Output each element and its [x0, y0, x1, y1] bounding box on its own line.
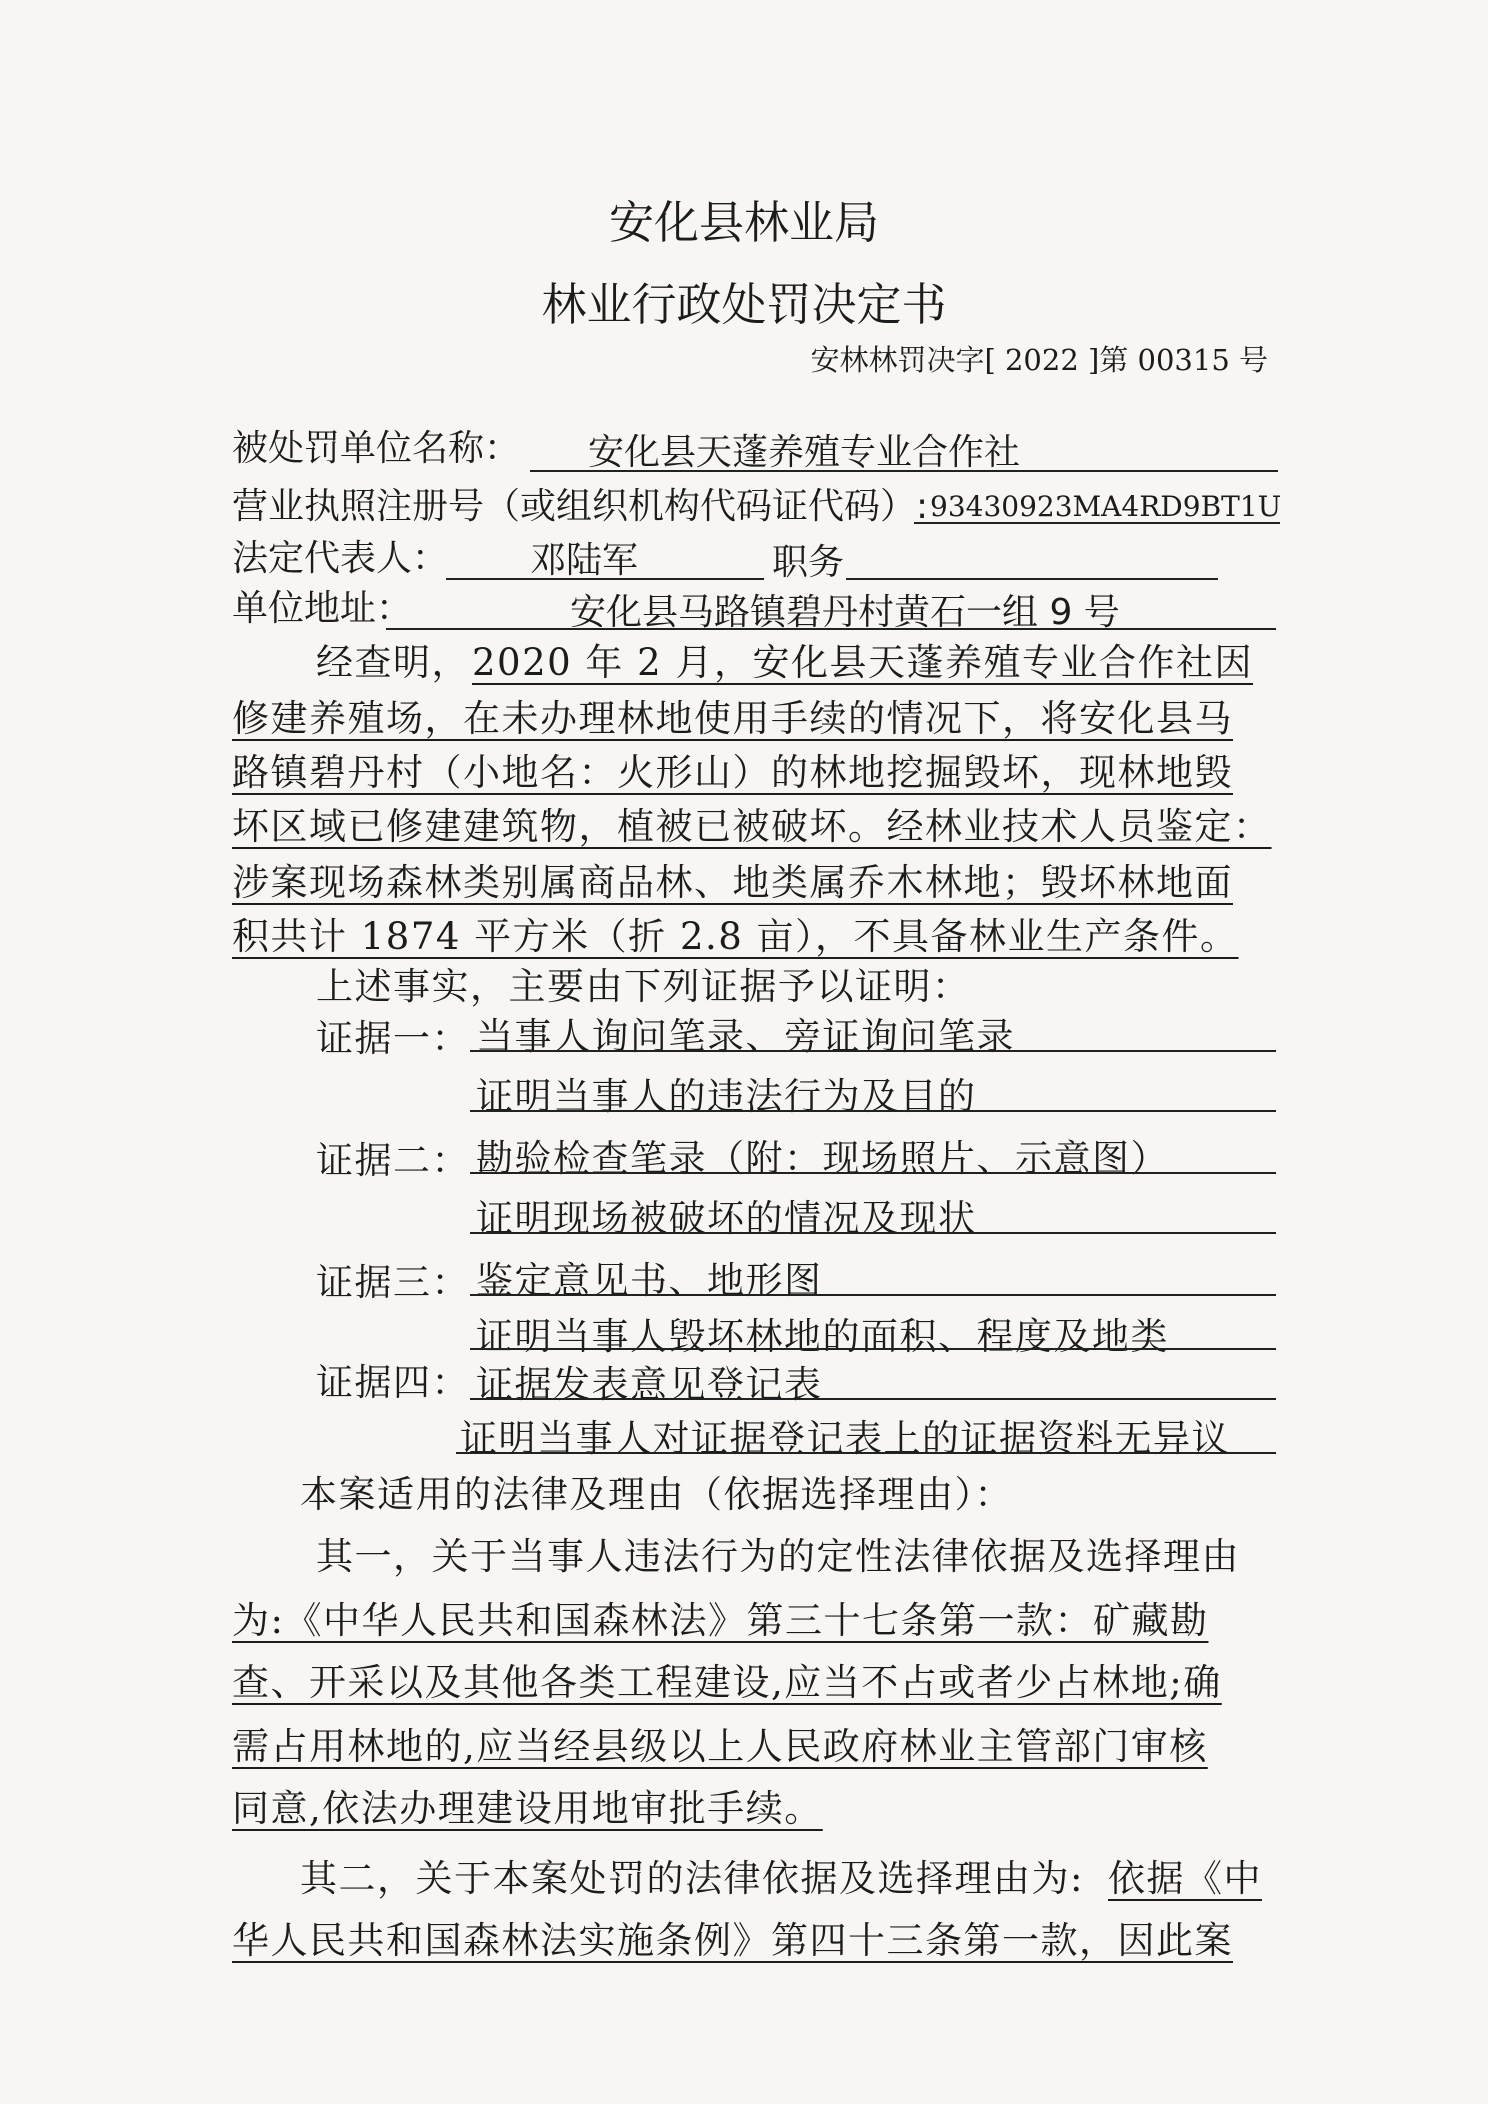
agency-title: 安化县林业局 [608, 196, 879, 249]
evidence-3-item: 鉴定意见书、地形图 [476, 1259, 823, 1302]
legal-rep-label: 法定代表人： [232, 538, 449, 579]
evidence-1-proves-line [470, 1110, 1276, 1112]
law-first-line-1: 为:《中华人民共和国森林法》第三十七条第一款：矿藏勘 [232, 1599, 1209, 1642]
facts-summary: 上述事实，主要由下列证据予以证明： [316, 965, 971, 1008]
address-value: 安化县马路镇碧丹村黄石一组 9 号 [570, 592, 1120, 633]
facts-line-5: 涉案现场森林类别属商品林、地类属乔木林地；毁坏林地面 [232, 861, 1233, 904]
evidence-1-item-line [470, 1050, 1276, 1052]
document-number: 安林林罚决字[ 2022 ]第 00315 号 [810, 343, 1268, 377]
facts-line-6: 积共计 1874 平方米（折 2.8 亩），不具备林业生产条件。 [232, 915, 1239, 958]
facts-line-4: 坏区域已修建建筑物，植被已被破坏。经林业技术人员鉴定： [232, 805, 1272, 848]
license-label: 营业执照注册号（或组织机构代码证代码）: [232, 486, 929, 527]
evidence-4-item: 证据发表意见登记表 [476, 1363, 823, 1406]
law-first-lead: 其一，关于当事人违法行为的定性法律依据及选择理由 [316, 1535, 1240, 1578]
evidence-2-item: 勘验检查笔录（附：现场照片、示意图） [476, 1137, 1169, 1180]
facts-line-2: 修建养殖场，在未办理林地使用手续的情况下，将安化县马 [232, 697, 1233, 740]
evidence-2-label: 证据二： [316, 1139, 470, 1182]
law-first-line-3: 需占用林地的,应当经县级以上人民政府林业主管部门审核 [232, 1725, 1208, 1768]
evidence-3-proves: 证明当事人毁坏林地的面积、程度及地类 [476, 1315, 1169, 1358]
law-first-line-4: 同意,依法办理建设用地审批手续。 [232, 1787, 823, 1830]
unit-name-value: 安化县天蓬养殖专业合作社 [588, 432, 1021, 473]
evidence-1-proves: 证明当事人的违法行为及目的 [476, 1075, 977, 1118]
evidence-2-proves-line [470, 1232, 1276, 1234]
evidence-4-item-line [470, 1398, 1276, 1400]
law-second-lead: 其二，关于本案处罚的法律依据及选择理由为: [300, 1857, 1084, 1900]
law-first-line-2: 查、开采以及其他各类工程建设,应当不占或者少占林地;确 [232, 1661, 1222, 1704]
position-label: 职务 [772, 542, 845, 583]
evidence-2-item-line [470, 1172, 1276, 1174]
evidence-2-proves: 证明现场被破坏的情况及现状 [476, 1197, 977, 1240]
facts-lead: 经查明， [316, 641, 470, 684]
facts-line-1: 2020 年 2 月，安化县天蓬养殖专业合作社因 [472, 641, 1253, 684]
evidence-4-label: 证据四： [316, 1361, 470, 1404]
evidence-1-label: 证据一： [316, 1017, 470, 1060]
evidence-3-item-line [470, 1294, 1276, 1296]
position-underline [846, 578, 1218, 580]
evidence-3-proves-line [470, 1348, 1276, 1350]
evidence-1-item: 当事人询问笔录、旁证询问笔录 [476, 1015, 1015, 1058]
law-heading: 本案适用的法律及理由（依据选择理由）： [300, 1473, 1013, 1516]
legal-rep-value: 邓陆军 [530, 540, 639, 581]
evidence-4-proves-line [456, 1452, 1276, 1454]
address-label: 单位地址： [232, 588, 413, 629]
law-second-line: 华人民共和国森林法实施条例》第四十三条第一款，因此案 [232, 1919, 1233, 1962]
evidence-3-label: 证据三： [316, 1261, 470, 1304]
license-value: 93430923MA4RD9BT1U [930, 490, 1282, 523]
facts-line-3: 路镇碧丹村（小地名：火形山）的林地挖掘毁坏，现林地毁 [232, 751, 1233, 794]
evidence-4-proves: 证明当事人对证据登记表上的证据资料无异议 [460, 1417, 1230, 1460]
document-title: 林业行政处罚决定书 [541, 278, 947, 331]
unit-name-label: 被处罚单位名称： [232, 428, 521, 469]
law-second-tail: 依据《中 [1108, 1857, 1262, 1900]
